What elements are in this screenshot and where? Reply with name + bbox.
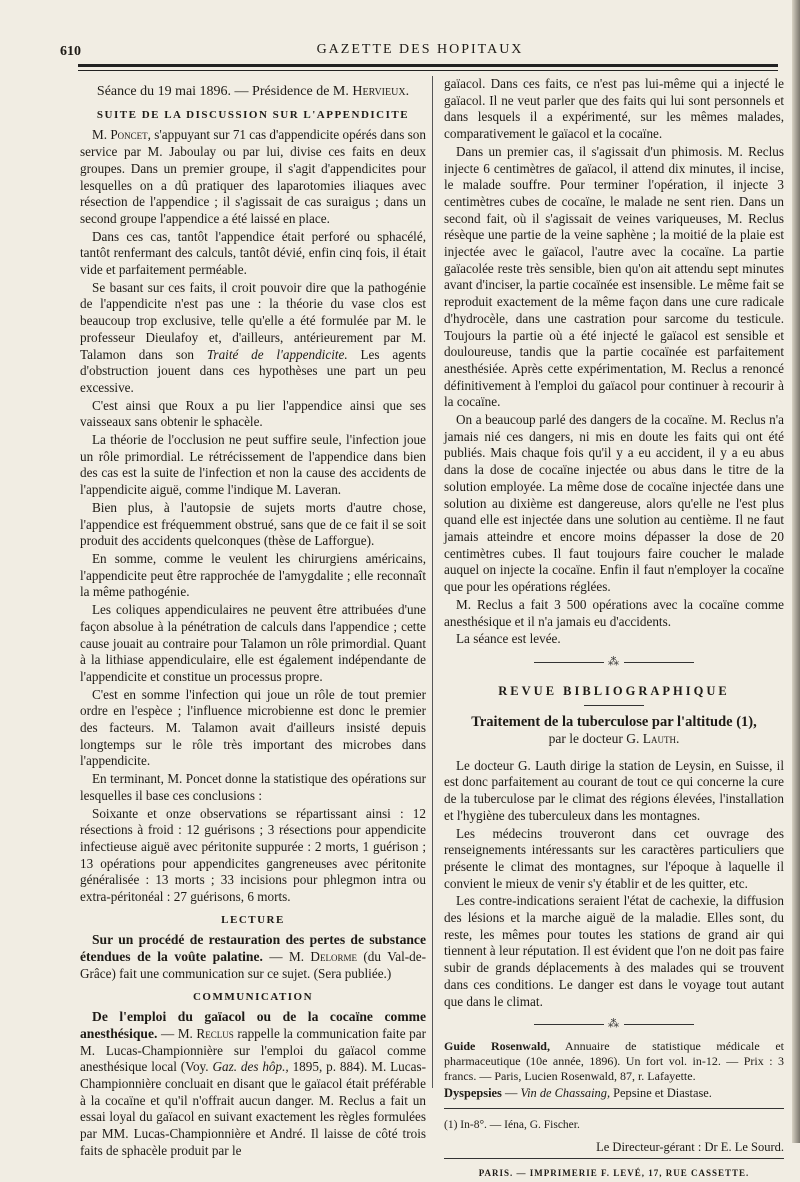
book-review-author	[444, 731, 784, 748]
paragraph: En somme, comme le veulent les chirurgiens américains, l'appendicite peut être rapprochée de l'amygdalite ; elle reconnaît la même pathogénie.	[80, 550, 426, 600]
section-head-lecture: LECTURE	[221, 913, 285, 926]
paragraph: Le docteur G. Lauth dirige la station de Leysin, en Suisse, il est donc parfaitement au courant de tout ce qui concerne la cure de la tuberculose par le climat des régions élevées, l'installation et l'hygiène des tuberculeux dans les montagnes.	[444, 757, 784, 823]
paragraph-text: —	[262, 949, 289, 965]
paragraph-text: —	[157, 1025, 178, 1041]
right-column	[444, 76, 784, 1182]
guide-name: Guide Rosenwald,	[444, 1038, 550, 1053]
paragraph: Les contre-indications seraient l'état de cachexie, la diffusion des lésions et la marche aiguë de la maladie. Elles sont, du reste, les mêmes pour toutes les stations de grand air qui tiennent à leur réputation. Il est évident que l'on ne doit pas faire subir de grands déplacements à des malades qui se trouvent dans ces conditions. Le danger est dans le voyage tout autant que dans le climat.	[444, 893, 784, 1009]
paragraph: C'est en somme l'infection qui joue un rôle de tout premier ordre en l'espèce ; l'influence microbienne est donc le premier des facteurs. M. Talamon avait d'ailleurs insisté depuis longtemps sur le rôle très important des microbes dans l'appendicite.	[80, 686, 426, 769]
section-head-discussion: SUITE DE LA DISCUSSION SUR L'APPENDICITE	[96, 108, 410, 121]
paragraph-text: 1895, p. 884). M. Lucas-Championnière concluait en disant que le gaïacol était préférable à la cocaïne et qu'il n'offrait aucun danger. M. Reclus a fait un essai loyal du gaïacol en suivant exactement les règles formulées par MM. Lucas-Championnière et André. Il laisse de côté trois faits de sphacèle produit par le	[80, 1059, 426, 1158]
paragraph-text: Annuaire de statistique médicale et pharmaceutique (10e année, 1896). Un fort vol. in-12. — Prix : 3 francs. — Paris, Lucien Rosenwald, 87, r. Lafayette.	[444, 1038, 784, 1083]
speaker-name: M. Reclus	[177, 1025, 234, 1041]
paragraph: Soixante et onze observations se répartissant ainsi : 12 résections à froid : 12 guérisons ; 3 résections pour appendicite infectieuse aiguë avec péritonite suppurée : 2 morts, 1 guérison ; 13 opérations pour appendicites gangreneuses avec péritonite généralisée : 13 morts ; 33 incisions pour phlegmon intra ou extra-péritonéal : 27 guérisons, 6 morts.	[80, 805, 426, 905]
journal-reference: Gaz. des hôp.,	[212, 1059, 289, 1075]
page-edge-shadow	[792, 0, 800, 1143]
paragraph-text: Pepsine et Diastase.	[610, 1085, 712, 1100]
paragraph: Les coliques appendiculaires ne peuvent être attribuées d'une façon absolue à la pénétration de calculs dans l'appendice ; cette cause jouait au contraire pour Talamon un rôle primordial. Quant à la lithiase appendiculaire, elle est également indépendante de l'appendicite et constitue un processus propre.	[80, 602, 426, 684]
paragraph: Bien plus, à l'autopsie de sujets morts d'autre chose, l'appendice est fréquemment obstrué, sans que de ce fait il se soit produit des accidents quelconques (thèse de Lafforgue).	[80, 499, 426, 549]
seance-title	[80, 84, 426, 101]
paragraph: gaïacol. Dans ces faits, ce n'est pas lui-même qui a injecté le gaïacol. Il ne veut parler que des faits qui lui sont personnels et dans lesquels il a expérimenté, sur les mêmes malades, comparativement le gaïacol et la cocaïne.	[444, 76, 784, 142]
footnote-rule	[444, 1108, 784, 1109]
speaker-name: M. Delorme	[288, 949, 357, 965]
dyspepsies-ad	[444, 1085, 784, 1102]
printer-line: PARIS. — IMPRIMERIE F. LEVÉ, 17, RUE CASSETTE.	[478, 1168, 750, 1179]
footnote: (1) In-8°. — Iéna, G. Fischer.	[444, 1118, 580, 1131]
book-review-title: Traitement de la tuberculose par l'altitude (1),	[471, 714, 757, 731]
seance-title-prefix: Séance du 19 mai 1896. — Présidence de M.	[96, 84, 349, 99]
dysp-name: Dyspepsies	[444, 1085, 502, 1100]
paragraph: On a beaucoup parlé des dangers de la cocaïne. M. Reclus n'a jamais nié ces dangers, ni mis en doute les faits qui ont été publiés. Mais chaque fois qu'il y a eu accident, il y a eu abus dans la dose de cocaïne injectée ou abus dans le titre de la solution employée. La même dose de cocaïne injectée dans une solution au dixième est dangereuse, alors qu'elle ne l'est plus quand elle est injectée dans une solution au centième. Il ne faut jamais atteindre et encore moins dépasser la dose de 20 centimètres cubes. Il faut toujours faire coucher le malade auquel on injecte la cocaïne. Enfin il faut n'employer la cocaïne que pour les opérations réglées.	[444, 412, 784, 595]
revue-bibliographique-title: REVUE BIBLIOGRAPHIQUE	[498, 683, 730, 698]
speaker-name: M. Poncet,	[92, 127, 151, 143]
header-rule-thick	[78, 64, 778, 67]
page-header	[60, 30, 780, 60]
author-prefix: par le docteur G.	[548, 731, 640, 747]
title-rule	[584, 705, 644, 706]
paragraph: Dans ces cas, tantôt l'appendice était perforé ou sphacélé, tantôt renfermant des calculs, tantôt dévié, enfin cinq fois, il était vide et parfaitement perméable.	[80, 228, 426, 278]
journal-title: GAZETTE DES HOPITAUX	[316, 42, 524, 57]
paragraph-text: Les agents d'obstruction jouent dans ces hypothèses une part un peu excessive.	[80, 346, 427, 395]
page-number: 610	[60, 44, 81, 59]
paragraph: C'est ainsi que Roux a pu lier l'appendice ainsi que ses vaisseaux sans obtenir le sphacèle.	[80, 397, 426, 430]
paragraph-text: rappelle la communication faite par M. Lucas-Championnière sur l'emploi du gaïacol comme anesthésique local (Voy.	[80, 1025, 426, 1075]
paragraph-text: s'appuyant sur 71 cas d'appendicite opérés dans son service par M. Jaboulay ou par lui, divise ces faits en deux groupes. Dans un premier groupe, il s'agit d'appendicites pour lesquelles on a dû pratiquer des laparotomies iliaques avec résection de l'appendice ; il s'agissait de cas suraigus ; dans un second groupe l'appendice a été laissé en place.	[80, 127, 426, 226]
paragraph-text: Se basant sur ces faits, il croit pouvoir dire que la pathogénie de l'appendicite n'est pas une : la théorie du vase clos est beaucoup trop exclusive, telle qu'elle a été formulée par M. le professeur Dieulafoy et, d'ailleurs, antérieurement par M. Talamon dans son	[80, 279, 426, 362]
section-ornament: ⁂	[444, 1016, 784, 1033]
paragraph: Les médecins trouveront dans cet ouvrage des renseignements intéressants sur les caractères particuliers que présente le climat des montagnes, sur l'époque à laquelle il convient le mieux de venir s'y établir et de les quitter, etc.	[444, 825, 784, 891]
paragraph	[80, 932, 426, 982]
paragraph	[80, 280, 426, 397]
paragraph: En terminant, M. Poncet donne la statistique des opérations sur lesquelles il base ces conclusions :	[80, 771, 426, 803]
paragraph	[80, 127, 426, 227]
paragraph: M. Reclus a fait 3 500 opérations avec la cocaïne comme anesthésique et il n'a jamais eu d'accidents.	[444, 596, 784, 629]
author-name: Lauth.	[642, 731, 680, 747]
paragraph-text: —	[501, 1085, 521, 1100]
book-title: Traité de l'appendicite.	[206, 346, 348, 362]
column-divider	[432, 76, 433, 1088]
seance-president: Hervieux.	[352, 84, 410, 99]
director-gerant: Le Directeur-gérant : Dr E. Le Sourd.	[444, 1139, 784, 1159]
paragraph: Dans un premier cas, il s'agissait d'un phimosis. M. Reclus injecte 6 centimètres de gaïacol, il attend dix minutes, il incise, le malade souffre. Pour terminer l'opération, il injecte 3 centimètres cubes de cocaïne, le malade ne sent rien. Dans un second fait, où il s'agissait de veines variqueuses, M. Reclus résèque une partie de la veine saphène ; la moitié de la plaie est injectée avec le gaïacol, l'autre avec la cocaïne. La partie gaïacolée reste très sensible, bien qu'on ait attendu sept minutes avant d'inciser, la partie cocaïnée est insensible. Le même fait se reproduit exactement de la même façon dans une cure radicale d'hydrocèle, dans une castration pour sarcome du testicule. Toujours la partie où a été injecté le gaïacol est sensible et douloureuse, tandis que la partie cocaïnée est parfaitement anesthésiée. Après cette expérimentation, M. Reclus a renoncé définitivement à l'emploi du gaïacol pour continuer à recourir à la cocaïne.	[444, 143, 784, 410]
section-head-communication: COMMUNICATION	[192, 990, 314, 1003]
paragraph: La séance est levée.	[456, 631, 561, 647]
communication-title: De l'emploi du gaïacol ou de la cocaïne comme anesthésique.	[80, 1009, 426, 1041]
header-rule-thin	[78, 70, 778, 71]
lecture-title: Sur un procédé de restauration des pertes de substance étendues de la voûte palatine.	[80, 932, 426, 965]
paragraph	[80, 1009, 426, 1159]
section-ornament: ⁂	[444, 654, 784, 671]
guide-notice	[444, 1039, 784, 1084]
left-column	[80, 84, 426, 1161]
paragraph: La théorie de l'occlusion ne peut suffire seule, l'infection joue un rôle primordial. Le rétrécissement de l'appendice dans bien des cas est la suite de l'infection et non la cause des accidents de l'appendicite aiguë, comme l'indique M. Laveran.	[80, 432, 426, 498]
paragraph-text: (du Val-de-Grâce) fait une communication sur ce sujet. (Sera publiée.)	[80, 949, 427, 981]
dysp-product: Vin de Chassaing,	[520, 1085, 611, 1100]
